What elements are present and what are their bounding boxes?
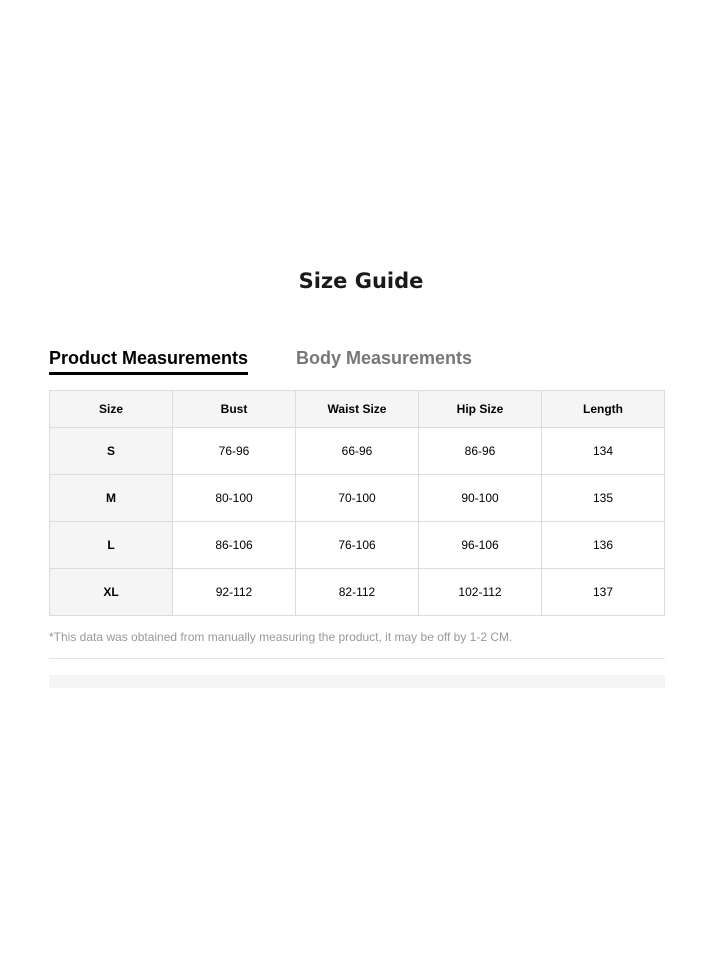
table-cell-size: L: [50, 522, 173, 569]
table-cell-hip: 86-96: [419, 428, 542, 475]
table-cell-bust: 92-112: [173, 569, 296, 616]
table-cell-size: XL: [50, 569, 173, 616]
table-header-row: [50, 391, 665, 428]
tab-body-measurements[interactable]: Body Measurements: [296, 348, 473, 368]
header-waist-size: Waist Size: [296, 391, 419, 428]
table-cell-bust: 76-96: [173, 428, 296, 475]
table-cell-bust: 86-106: [173, 522, 296, 569]
page-title: Size Guide: [298, 269, 424, 293]
table-row: [50, 569, 665, 616]
table-cell-length: 137: [542, 569, 665, 616]
table-cell-hip: 90-100: [419, 475, 542, 522]
header-bust: Bust: [173, 391, 296, 428]
table-cell-size: S: [50, 428, 173, 475]
table-cell-waist: 82-112: [296, 569, 419, 616]
table-cell-hip: 96-106: [419, 522, 542, 569]
table-cell-size: M: [50, 475, 173, 522]
table-cell-length: 136: [542, 522, 665, 569]
divider: [49, 658, 665, 659]
measurement-note: *This data was obtained from manually measuring the product, it may be off by 1-2 CM.: [49, 630, 513, 644]
header-hip-size: Hip Size: [419, 391, 542, 428]
table-row: [50, 428, 665, 475]
table-cell-length: 134: [542, 428, 665, 475]
table-cell-waist: 76-106: [296, 522, 419, 569]
bottom-panel: [49, 675, 665, 688]
table-cell-bust: 80-100: [173, 475, 296, 522]
header-length: Length: [542, 391, 665, 428]
size-table: [49, 390, 665, 616]
header-size: Size: [50, 391, 173, 428]
tab-product-measurements[interactable]: Product Measurements: [49, 346, 248, 375]
table-cell-length: 135: [542, 475, 665, 522]
table-row: [50, 522, 665, 569]
table-row: [50, 475, 665, 522]
table-cell-waist: 70-100: [296, 475, 419, 522]
table-cell-hip: 102-112: [419, 569, 542, 616]
table-cell-waist: 66-96: [296, 428, 419, 475]
